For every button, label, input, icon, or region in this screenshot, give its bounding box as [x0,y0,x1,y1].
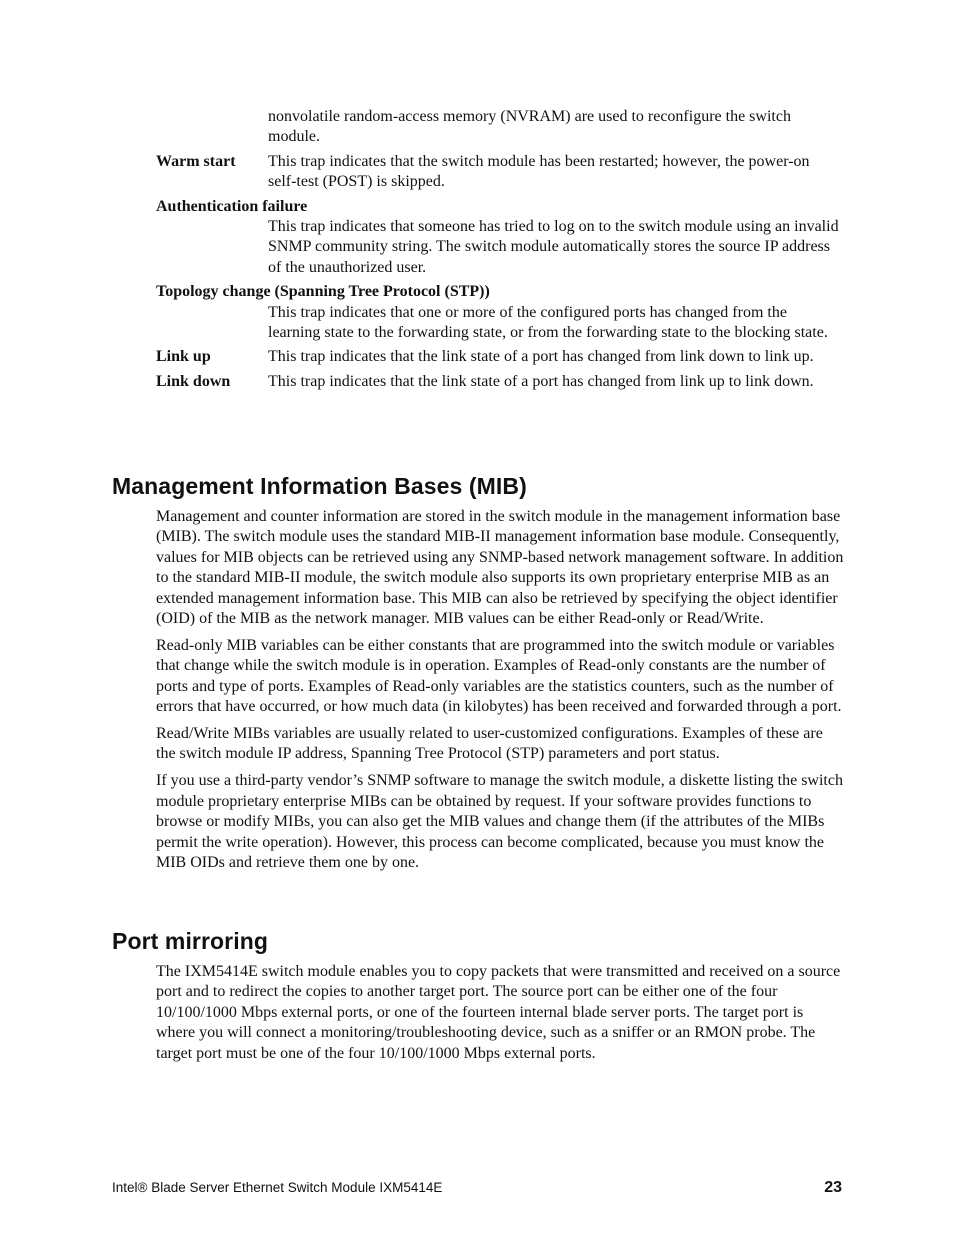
trap-description: This trap indicates that the link state of a port has changed from link up to link down. [268,372,814,390]
trap-description: This trap indicates that someone has tried to log on to the switch module using an invalid SNMP community string. The switch module automatically stores the source IP address of the unauthorized user. [268,218,839,276]
trap-term: Topology change (Spanning Tree Protocol (STP)) [156,283,490,301]
page-footer [112,1179,842,1197]
mib-paragraph: If you use a third-party vendor’s SNMP software to manage the switch module, a diskette listing the switch module proprietary enterprise MIBs can be obtained by request. If your software provides functions to browse or modify MIBs, you can also get the MIB values and change them (if the attributes of the MIBs permit the write operation). However, this process can become complicated, because you must know the MIB OIDs and retrieve them one by one. [156,772,843,871]
page-number: 23 [824,1179,842,1196]
trap-item-authentication-failure [156,197,846,279]
trap-term: Link down [156,372,231,390]
mib-paragraph: Management and counter information are stored in the switch module in the management information base (MIB). The switch module uses the standard MIB-II management information base module. Consequently, values for MIB objects can be retrieved using any SNMP-based network management software. In addition to the standard MIB-II module, the switch module also supports its own proprietary enterprise MIB as an extended management information base. This MIB can also be retrieved by specifying the object identifier (OID) of the MIB as the network manager. MIB values can be either Read-only or Read/Write. [156,508,844,628]
mib-paragraph: Read-only MIB variables can be either constants that are programmed into the switch module or variables that change while the switch module is in operation. Examples of Read-only constants are the number of ports and type of ports. Examples of Read-only variables are the statistics counters, such as the number of errors that have occurred, or how much data (in kilobytes) has been received and forwarded through a port. [156,636,842,716]
intro-continuation-text: nonvolatile random-access memory (NVRAM) are used to reconfigure the switch module. [268,108,791,146]
trap-item-topology-change [156,282,846,343]
trap-item-warm-start [156,152,846,193]
trap-definition-list [156,107,846,392]
trap-term: Warm start [156,152,236,170]
port-mirroring-heading: Port mirroring [112,928,269,954]
trap-description: This trap indicates that the link state of a port has changed from link down to link up. [268,348,814,366]
mib-section-heading: Management Information Bases (MIB) [112,473,527,499]
trap-item-link-down [156,372,846,392]
trap-term: Authentication failure [156,197,308,215]
trap-item-link-up [156,347,846,367]
port-mirroring-paragraph: The IXM5414E switch module enables you to copy packets that were transmitted and received on a source port and to redirect the copies to another target port. The source port can be either one of the four 10/100/1000 Mbps external ports, or one of the fourteen internal blade server ports. The target port is where you will connect a monitoring/troubleshooting device, such as a sniffer or an RMON probe. The target port must be one of the four 10/100/1000 Mbps external ports. [156,963,841,1062]
port-mirroring-body [156,962,846,1071]
footer-document-title: Intel® Blade Server Ethernet Switch Module IXM5414E [112,1180,443,1195]
trap-term: Link up [156,348,211,366]
mib-paragraph: Read/Write MIBs variables are usually related to user-customized configurations. Examples of these are the switch module IP address, Spanning Tree Protocol (STP) parameters and port status. [156,725,823,763]
mib-section-body [156,507,846,880]
trap-description: This trap indicates that the switch module has been restarted; however, the power-on self-test (POST) is skipped. [268,152,810,191]
trap-description: This trap indicates that one or more of the configured ports has changed from the learning state to the forwarding state, or from the forwarding state to the blocking state. [268,303,828,342]
